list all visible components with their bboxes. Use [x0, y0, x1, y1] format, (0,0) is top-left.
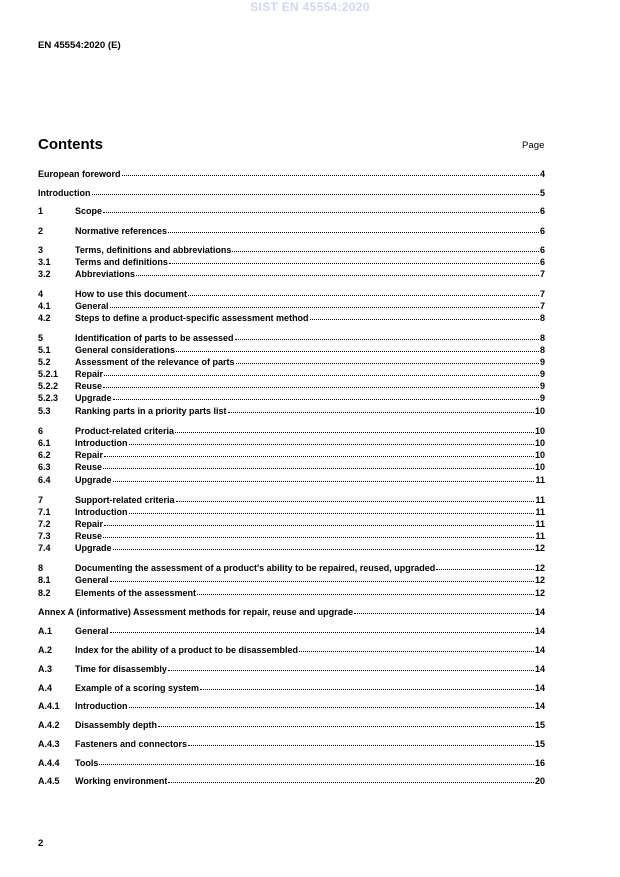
toc-entry-number: 3.1: [38, 257, 51, 267]
dot-leader: [129, 513, 535, 514]
toc-entry[interactable]: [38, 757, 545, 769]
dot-leader: [103, 212, 539, 213]
toc-entry-number: A.4.2: [38, 720, 60, 730]
toc-entry-page: 12: [534, 563, 545, 573]
toc-entry[interactable]: [38, 312, 545, 324]
toc-entry-number: 6.1: [38, 438, 51, 448]
toc-entry[interactable]: [38, 700, 545, 712]
dot-leader: [122, 175, 539, 176]
toc-entry[interactable]: [38, 587, 545, 599]
toc-entry-title: Scope: [75, 206, 103, 216]
dot-leader: [228, 412, 534, 413]
toc-entry-number: 7: [38, 495, 44, 505]
toc-entry-number: 5.1: [38, 345, 51, 355]
toc-entry-page: 10: [534, 426, 545, 436]
dot-leader: [168, 232, 539, 233]
toc-entry-number: 8.2: [38, 588, 51, 598]
toc-entry-page: 7: [539, 289, 545, 299]
watermark: SIST EN 45554:2020: [250, 0, 370, 14]
toc-entry-title: How to use this document: [75, 289, 188, 299]
toc-entry-page: 15: [534, 739, 545, 749]
dot-leader: [104, 375, 539, 376]
toc-entry-number: A.4.1: [38, 701, 60, 711]
toc-entry-title: Introduction: [38, 188, 91, 198]
toc-entry[interactable]: [38, 682, 545, 694]
toc-entry-title: Normative references: [75, 226, 168, 236]
dot-leader: [129, 707, 534, 708]
toc-entry[interactable]: [38, 461, 545, 473]
toc-entry-number: 6.3: [38, 462, 51, 472]
toc-entry-page: 7: [539, 301, 545, 311]
toc-entry-page: 12: [534, 543, 545, 553]
toc-entry-number: 6: [38, 426, 44, 436]
dot-leader: [129, 444, 534, 445]
toc-entry[interactable]: [38, 518, 545, 530]
toc-entry[interactable]: [38, 530, 545, 542]
toc-entry-page: 11: [535, 495, 545, 505]
dot-leader: [236, 363, 539, 364]
toc-entry-page: 10: [534, 438, 545, 448]
toc-entry[interactable]: [38, 187, 545, 199]
toc-entry[interactable]: [38, 506, 545, 518]
toc-entry-number: 5.2.2: [38, 381, 59, 391]
dot-leader: [103, 387, 539, 388]
toc-entry-page: 12: [534, 575, 545, 585]
toc-entry[interactable]: [38, 225, 545, 237]
toc-entry-page: 12: [534, 588, 545, 598]
toc-entry-number: 4.1: [38, 301, 51, 311]
toc-entry-number: 3: [38, 245, 44, 255]
toc-entry-page: 10: [534, 406, 545, 416]
toc-entry[interactable]: [38, 332, 545, 344]
toc-entry-title: Introduction: [75, 701, 128, 711]
toc-entry-title: Terms, definitions and abbreviations: [75, 245, 232, 255]
dot-leader: [176, 351, 539, 352]
toc-entry[interactable]: [38, 494, 545, 506]
toc-entry-page: 9: [539, 369, 545, 379]
toc-entry[interactable]: [38, 405, 545, 417]
toc-entry-page: 11: [535, 519, 545, 529]
toc-entry[interactable]: [38, 738, 545, 750]
toc-entry-number: 1: [38, 206, 44, 216]
toc-entry-title: Terms and definitions: [75, 257, 168, 267]
toc-entry-number: 3.2: [38, 269, 51, 279]
toc-entry-number: A.1: [38, 626, 53, 636]
dot-leader: [200, 689, 534, 690]
toc-entry-title: Ranking parts in a priority parts list: [75, 406, 227, 416]
toc-entry-title: Example of a scoring system: [75, 683, 200, 693]
toc-entry[interactable]: [38, 562, 545, 574]
dot-leader: [113, 481, 535, 482]
toc-entry-number: 6.2: [38, 450, 51, 460]
toc-entry[interactable]: [38, 256, 545, 268]
toc-entry-title: Identification of parts to be assessed: [75, 333, 234, 343]
toc-entry-title: Documenting the assessment of a product's ability to be repaired, reused, upgraded: [75, 563, 436, 573]
dot-leader: [197, 594, 534, 595]
toc-entry-title: Fasteners and connectors: [75, 739, 188, 749]
dot-leader: [104, 456, 534, 457]
toc-entry-number: A.2: [38, 645, 53, 655]
dot-leader: [103, 468, 534, 469]
toc-entry[interactable]: [38, 644, 545, 656]
dot-leader: [104, 525, 534, 526]
toc-entry-title: Elements of the assessment: [75, 588, 197, 598]
toc-entry[interactable]: [38, 574, 545, 586]
toc-entry-number: 6.4: [38, 475, 51, 485]
toc-entry[interactable]: [38, 344, 545, 356]
dot-leader: [188, 745, 534, 746]
toc-entry[interactable]: [38, 300, 545, 312]
toc-entry[interactable]: [38, 380, 545, 392]
toc-entry-title: Upgrade: [75, 475, 112, 485]
toc-entry-title: Index for the ability of a product to be disassembled: [75, 645, 299, 655]
dot-leader: [136, 275, 539, 276]
toc-entry-title: Repair: [75, 519, 104, 529]
dot-leader: [310, 319, 539, 320]
toc-entry-number: 7.3: [38, 531, 51, 541]
toc-entry-page: 14: [534, 701, 545, 711]
toc-entry-title: Time for disassembly: [75, 664, 167, 674]
toc-entry[interactable]: [38, 542, 545, 554]
toc-entry-page: 6: [539, 206, 545, 216]
toc-entry-title: General: [75, 301, 109, 311]
toc-entry-number: A.4.4: [38, 758, 60, 768]
dot-leader: [92, 194, 539, 195]
dot-leader: [168, 670, 534, 671]
dot-leader: [110, 581, 534, 582]
toc-entry-title: Steps to define a product-specific assessment method: [75, 313, 309, 323]
toc-entry[interactable]: [38, 425, 545, 437]
toc-entry-title: Assessment of the relevance of parts: [75, 357, 235, 367]
dot-leader: [354, 613, 534, 614]
dot-leader: [169, 263, 539, 264]
dot-leader: [103, 537, 534, 538]
toc-entry-title: Introduction: [75, 507, 128, 517]
toc-entry-number: A.4: [38, 683, 53, 693]
toc-entry-number: A.4.5: [38, 776, 60, 786]
toc-entry-title: Tools: [75, 758, 99, 768]
toc-entry-title: Reuse: [75, 462, 103, 472]
toc-entry-page: 6: [539, 245, 545, 255]
dot-leader: [113, 549, 534, 550]
toc-entry[interactable]: [38, 368, 545, 380]
toc-entry-title: Reuse: [75, 531, 103, 541]
toc-entry[interactable]: [38, 775, 545, 787]
toc-entry-page: 6: [539, 257, 545, 267]
contents-title: Contents: [38, 136, 103, 153]
toc-entry-page: 11: [535, 507, 545, 517]
dot-leader: [188, 295, 539, 296]
toc-entry-title: Repair: [75, 450, 104, 460]
dot-leader: [232, 251, 539, 252]
toc-entry-page: 14: [534, 645, 545, 655]
toc-entry-number: 5.2.3: [38, 393, 59, 403]
toc-entry-title: Reuse: [75, 381, 103, 391]
toc-entry-page: 8: [539, 345, 545, 355]
toc-entry-page: 11: [535, 475, 545, 485]
toc-entry-page: 9: [539, 381, 545, 391]
toc-entry-number: 8: [38, 563, 44, 573]
toc-entry-page: 14: [534, 607, 545, 617]
dot-leader: [110, 307, 539, 308]
toc-entry-page: 16: [534, 758, 545, 768]
toc-entry-page: 4: [539, 169, 545, 179]
toc-entry[interactable]: [38, 437, 545, 449]
toc-entry-number: 7.2: [38, 519, 51, 529]
toc-entry-number: 7.4: [38, 543, 51, 553]
toc-entry-title: Repair: [75, 369, 104, 379]
dot-leader: [110, 632, 534, 633]
toc-entry[interactable]: [38, 449, 545, 461]
page-column-label: Page: [522, 140, 545, 151]
toc-entry-number: 4: [38, 289, 44, 299]
toc-entry-page: 10: [534, 450, 545, 460]
toc-entry-page: 20: [534, 776, 545, 786]
dot-leader: [113, 399, 539, 400]
toc-entry-page: 8: [539, 313, 545, 323]
toc-entry-title: Introduction: [75, 438, 128, 448]
toc-entry-number: 5.2.1: [38, 369, 59, 379]
toc-entry-title: Upgrade: [75, 543, 112, 553]
toc-entry-page: 5: [539, 188, 545, 198]
toc-entry-number: 7.1: [38, 507, 51, 517]
toc-entry-number: 8.1: [38, 575, 51, 585]
toc-entry[interactable]: [38, 663, 545, 675]
toc-entry-page: 14: [534, 683, 545, 693]
toc-entry-page: 8: [539, 333, 545, 343]
toc-entry-title: Annex A (informative) Assessment methods for repair, reuse and upgrade: [38, 607, 354, 617]
toc-entry-page: 9: [539, 393, 545, 403]
toc-entry-title: European foreword: [38, 169, 121, 179]
toc-entry[interactable]: [38, 606, 545, 618]
toc-entry-page: 15: [534, 720, 545, 730]
toc-entry-number: A.3: [38, 664, 53, 674]
toc-entry-number: A.4.3: [38, 739, 60, 749]
toc-entry[interactable]: [38, 474, 545, 486]
toc-entry[interactable]: [38, 392, 545, 404]
toc-entry-page: 14: [534, 626, 545, 636]
toc-entry-title: Disassembly depth: [75, 720, 158, 730]
toc-entry[interactable]: [38, 205, 545, 217]
toc-entry[interactable]: [38, 719, 545, 731]
toc-entry-page: 14: [534, 664, 545, 674]
toc-entry-number: 5.2: [38, 357, 51, 367]
dot-leader: [299, 651, 534, 652]
dot-leader: [176, 501, 535, 502]
dot-leader: [175, 432, 534, 433]
dot-leader: [158, 726, 534, 727]
toc-entry-title: Upgrade: [75, 393, 112, 403]
toc-entry-page: 9: [539, 357, 545, 367]
toc-entry[interactable]: [38, 288, 545, 300]
toc-entry[interactable]: [38, 168, 545, 180]
toc-entry-page: 11: [535, 531, 545, 541]
toc-entry-number: 4.2: [38, 313, 51, 323]
toc-entry-title: General considerations: [75, 345, 176, 355]
toc-entry-title: Support-related criteria: [75, 495, 175, 505]
dot-leader: [235, 339, 539, 340]
toc-entry-title: Working environment: [75, 776, 168, 786]
toc-entry-number: 5.3: [38, 406, 51, 416]
toc-entry-title: General: [75, 575, 109, 585]
toc-entry-number: 2: [38, 226, 44, 236]
toc-entry-number: 5: [38, 333, 44, 343]
dot-leader: [168, 782, 534, 783]
toc-entry-page: 7: [539, 269, 545, 279]
toc-entry-title: Abbreviations: [75, 269, 136, 279]
toc-entry-title: General: [75, 626, 109, 636]
toc-entry[interactable]: [38, 244, 545, 256]
toc-entry-title: Product-related criteria: [75, 426, 175, 436]
document-id: EN 45554:2020 (E): [38, 40, 121, 51]
toc-entry[interactable]: [38, 268, 545, 280]
toc-entry-page: 10: [534, 462, 545, 472]
toc-entry[interactable]: [38, 625, 545, 637]
toc-entry-page: 6: [539, 226, 545, 236]
page-number: 2: [38, 838, 44, 849]
toc-entry[interactable]: [38, 356, 545, 368]
dot-leader: [99, 764, 534, 765]
dot-leader: [436, 569, 534, 570]
